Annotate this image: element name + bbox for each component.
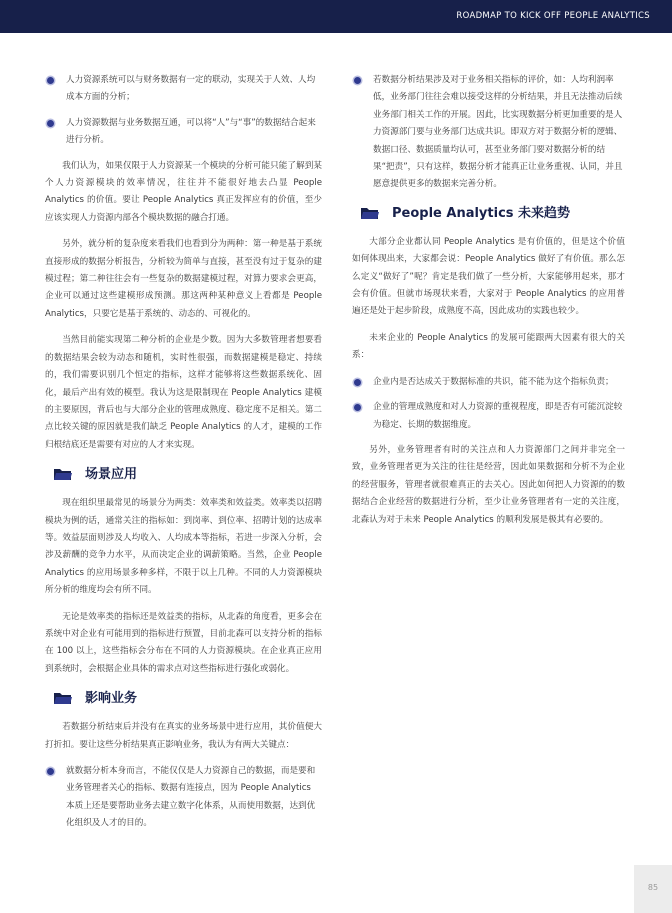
- bullet-text: 企业的管理成熟度和对人力资源的重视程度，即是否有可能沉淀较为稳定、长期的数据维度。: [373, 402, 623, 430]
- header-title: ROADMAP TO KICK OFF PEOPLE ANALYTICS: [456, 11, 650, 21]
- list-item: [45, 763, 322, 833]
- paragraph: 大部分企业都认同 People Analytics 是有价值的，但是这个价值如何体现出来，大家都会说：People Analytics 做好了有价值。那么怎么定义“做好了”呢？肯定是我们做了一些分析，大家能够用起来，那才会有价值。但就市场现状来看，大家对于 People Analytics 的应用普遍还是处于起步阶段，成熟度不高，因此成功的实践也较少。: [352, 236, 625, 317]
- bullet-text: 就数据分析本身而言，不能仅仅是人力资源自己的数据，而是要和业务管理者关心的指标、数据有连接点，因为 People Analytics 本质上还是要帮助业务去建立数字化体系，从而使用数据，达到优化组织及人才的目的。: [66, 766, 316, 829]
- section-title: 影响业务: [85, 691, 138, 707]
- paragraph: 另外，就分析的复杂度来看我们也看到分为两种：第一种是基于系统直接形成的数据分析报告，分析较为简单与直接，甚至没有过于复杂的建模过程；第二种往往会有一些复杂的数据建模过程，对算力要求会更高，企业可以通过这些建模形成预测。那这两种某种意义上看都是 People Analytics，只要它是基于系统的、动态的、可视化的。: [45, 239, 322, 319]
- paragraph: 无论是效率类的指标还是效益类的指标，从北森的角度看，更多会在系统中对企业有可能用到的指标进行预置，目前北森可以支持分析的指标在 100 以上，这些指标会分布在不同的人力资源模块。在企业真正应用到系统时，会根据企业具体的需求点对这些指标进行强化或弱化。: [45, 611, 322, 674]
- right-column: [352, 72, 625, 538]
- list-item: [45, 115, 322, 150]
- folder-icon: [360, 206, 380, 220]
- folder-icon: [53, 467, 73, 481]
- paragraph: 另外，业务管理者有时的关注点和人力资源部门之间并非完全一致，业务管理者更为关注的往往是经营，因此如果数据和分析不为企业的经营服务，管理者就很难真正的去关心。因此如何把人力资源的的数据结合企业经营的数据进行分析，至少让业务管理者有一定的关注度，北森认为对于未来 People Analytics 的顺利发展是极其有必要的。: [352, 444, 625, 525]
- bullet-dot-icon: [47, 768, 54, 775]
- bullet-text: 若数据分析结果涉及对于业务相关指标的评价，如：人均利润率低，业务部门往往会难以接受这样的分析结果，并且无法推动后续业务部门相关工作的开展。因此，比实现数据分析更加重要的是人力资源部门要与业务部门达成共识。即双方对于数据分析的逻辑、数据口径、数据质量均认可，甚至业务部门要对数据分析的结果“把责”，只有这样，数据分析才能真正让业务重视、认同，并且愿意提供更多的数据来完善分析。: [373, 75, 623, 190]
- bullet-text: 人力资源系统可以与财务数据有一定的联动，实现关于人效、人均成本方面的分析；: [66, 75, 316, 103]
- header-bar: [0, 0, 672, 33]
- page-number: 85: [634, 865, 672, 913]
- bullet-dot-icon: [354, 77, 361, 84]
- list-item: [352, 399, 625, 434]
- paragraph: 现在组织里最常见的场景分为两类：效率类和效益类。效率类以招聘模块为例的话，通常关注的指标如：到岗率、到位率、招聘计划的达成率等。效益层面则涉及人均收入、人均成本等指标，若进一步深入分析，会涉及薪酬的竞争力水平，从而决定企业的调薪策略。当然，企业 People Analytics 的应用场景多种多样，不限于以上几种。不同的人力资源模块所分析的维度均会有所不同。: [45, 498, 322, 596]
- section-heading-scenarios: [45, 463, 322, 487]
- bullet-dot-icon: [47, 120, 54, 127]
- section-heading-business-impact: [45, 687, 322, 711]
- bullet-dot-icon: [47, 77, 54, 84]
- paragraph: 若数据分析结束后并没有在真实的业务场景中进行应用，其价值便大打折扣。要让这些分析结果真正影响业务，我认为有两大关键点：: [45, 722, 322, 750]
- list-item: [352, 72, 625, 194]
- list-item: [352, 374, 625, 391]
- paragraph: 未来企业的 People Analytics 的发展可能跟两大因素有很大的关系：: [352, 332, 625, 361]
- bullet-text: 人力资源数据与业务数据互通，可以将“人”与“事”的数据结合起来进行分析。: [66, 117, 316, 146]
- list-item: [45, 72, 322, 107]
- folder-icon: [53, 691, 73, 705]
- section-title: 场景应用: [85, 467, 138, 483]
- paragraph: 当然目前能实现第二种分析的企业是少数。因为大多数管理者想要看的数据结果会较为动态和随机，实时性很强，而数据建模是稳定、持续的，我们需要识别几个恒定的指标，这样才能够将这些数据系统化、固化，最后产出有效的模型。我认为这是限制现在 People Analytics 建模的主要原因，背后也与大部分企业的管理成熟度、稳定度不足相关。第二点比较关键的原因就是我们缺乏 People Analytics 的人才，建模的工作归根结底还是需要有对应的人才来实现。: [45, 335, 322, 450]
- left-column: [45, 72, 322, 841]
- section-heading-future-trends: [352, 202, 625, 226]
- section-title: People Analytics 未来趋势: [392, 205, 571, 221]
- bullet-text: 企业内是否达成关于数据标准的共识，能不能为这个指标负责；: [373, 376, 614, 387]
- bullet-dot-icon: [354, 379, 361, 386]
- paragraph: 我们认为，如果仅限于人力资源某一个模块的分析可能只能了解到某个人力资源模块的效率情况，往往并不能很好地去凸显 People Analytics 的价值。要让 People Analytics 真正发挥应有的价值，至少应该实现人力资源内部各个模块数据的融合打通。: [45, 160, 322, 223]
- bullet-dot-icon: [354, 404, 361, 411]
